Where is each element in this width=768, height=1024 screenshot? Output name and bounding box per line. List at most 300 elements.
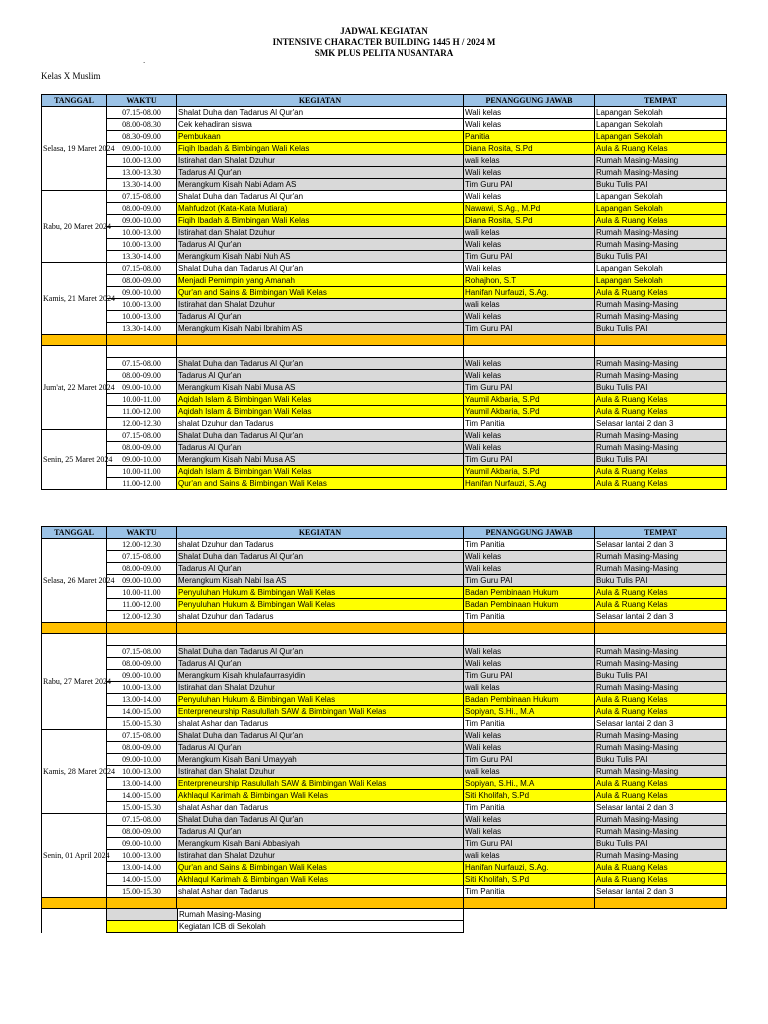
date-cell: Senin, 01 April 2024 <box>42 814 107 898</box>
pic-cell: Wali kelas <box>464 263 595 275</box>
pic-cell: Tim Panitia <box>464 611 595 623</box>
pic-cell: Siti Kholifah, S.Pd <box>464 874 595 886</box>
place-cell: Aula & Ruang Kelas <box>595 790 727 802</box>
place-cell: Aula & Ruang Kelas <box>595 466 727 478</box>
pic-cell: Diana Rosita, S.Pd <box>464 215 595 227</box>
separator-row <box>42 335 727 346</box>
place-cell: Lapangan Sekolah <box>595 275 727 287</box>
pic-cell: Panitia <box>464 131 595 143</box>
table-row <box>42 430 727 442</box>
time-cell: 10.00-13.00 <box>107 311 177 323</box>
time-cell: 11.00-12.00 <box>107 478 177 490</box>
place-cell: Rumah Masing-Masing <box>595 551 727 563</box>
place-cell: Rumah Masing-Masing <box>595 239 727 251</box>
place-cell: Buku Tulis PAI <box>595 575 727 587</box>
activity-cell: Pembukaan <box>177 131 464 143</box>
pic-cell: Nawawi, S.Ag., M.Pd <box>464 203 595 215</box>
table-row <box>42 754 727 766</box>
activity-cell: Penyuluhan Hukum & Bimbingan Wali Kelas <box>177 694 464 706</box>
table-row <box>42 179 727 191</box>
pic-cell: Wali kelas <box>464 730 595 742</box>
time-cell: 15.00-15.30 <box>107 802 177 814</box>
table-row <box>42 790 727 802</box>
separator-cell <box>42 335 107 346</box>
activity-cell: Istirahat dan Shalat Dzuhur <box>177 155 464 167</box>
col-kegiatan-header: KEGIATAN <box>177 527 464 539</box>
time-cell: 14.00-15.00 <box>107 874 177 886</box>
pic-cell: Tim Panitia <box>464 886 595 898</box>
activity-cell: shalat Ashar dan Tadarus <box>177 802 464 814</box>
time-cell: 10.00-13.00 <box>107 850 177 862</box>
pic-cell <box>464 346 595 358</box>
time-cell: 09.00-10.00 <box>107 143 177 155</box>
date-cell: Rabu, 27 Maret 2024 <box>42 634 107 730</box>
activity-cell: shalat Dzuhur dan Tadarus <box>177 418 464 430</box>
place-cell: Aula & Ruang Kelas <box>595 599 727 611</box>
table-row <box>42 287 727 299</box>
place-cell: Buku Tulis PAI <box>595 323 727 335</box>
table-row <box>42 646 727 658</box>
activity-cell: Merangkum Kisah Nabi Adam AS <box>177 179 464 191</box>
place-cell: Rumah Masing-Masing <box>595 742 727 754</box>
pic-cell: wali kelas <box>464 766 595 778</box>
place-cell: Selasar lantai 2 dan 3 <box>595 802 727 814</box>
place-cell: Aula & Ruang Kelas <box>595 778 727 790</box>
col-tanggal-header: TANGGAL <box>42 527 107 539</box>
table-row <box>42 587 727 599</box>
time-cell: 09.00-10.00 <box>107 454 177 466</box>
place-cell: Rumah Masing-Masing <box>595 814 727 826</box>
separator-cell <box>107 335 177 346</box>
time-cell: 13.30-14.00 <box>107 251 177 263</box>
place-cell: Aula & Ruang Kelas <box>595 394 727 406</box>
pic-cell: Wali kelas <box>464 191 595 203</box>
place-cell: Selasar lantai 2 dan 3 <box>595 539 727 551</box>
pic-cell: Wali kelas <box>464 551 595 563</box>
legend-table <box>106 908 464 933</box>
pic-cell: Tim Guru PAI <box>464 754 595 766</box>
header-row <box>42 527 727 539</box>
legend-label: Rumah Masing-Masing <box>178 909 464 921</box>
pic-cell: wali kelas <box>464 155 595 167</box>
table-row <box>42 143 727 155</box>
activity-cell: Istirahat dan Shalat Dzuhur <box>177 227 464 239</box>
table-row <box>42 742 727 754</box>
time-cell: 08.00-09.00 <box>107 275 177 287</box>
school-name: SMK PLUS PELITA NUSANTARA <box>314 48 454 58</box>
activity-cell: Merangkum Kisah khulafaurrasyidin <box>177 670 464 682</box>
place-cell: Buku Tulis PAI <box>595 754 727 766</box>
activity-cell: Shalat Duha dan Tadarus Al Qur'an <box>177 551 464 563</box>
date-cell: Selasa, 19 Maret 2024 <box>42 107 107 191</box>
pic-cell: Yaumil Akbaria, S.Pd <box>464 394 595 406</box>
pic-cell: Badan Pembinaan Hukum <box>464 694 595 706</box>
pic-cell: wali kelas <box>464 227 595 239</box>
separator-cell <box>177 335 464 346</box>
pic-cell: Wali kelas <box>464 167 595 179</box>
activity-cell: Mahfudzot (Kata-Kata Mutiara) <box>177 203 464 215</box>
activity-cell: Shalat Duha dan Tadarus Al Qur'an <box>177 107 464 119</box>
time-cell: 13.30-14.00 <box>107 179 177 191</box>
table-row <box>42 311 727 323</box>
table-row <box>42 454 727 466</box>
activity-cell: Menjadi Pemimpin yang Amanah <box>177 275 464 287</box>
place-cell <box>595 346 727 358</box>
place-cell: Rumah Masing-Masing <box>595 682 727 694</box>
time-cell: 07.15-08.00 <box>107 730 177 742</box>
table-row <box>42 634 727 646</box>
time-cell: 10.00-13.00 <box>107 227 177 239</box>
time-cell: 07.15-08.00 <box>107 107 177 119</box>
activity-cell: Tadarus Al Qur'an <box>177 658 464 670</box>
table-row <box>42 802 727 814</box>
activity-cell: Shalat Duha dan Tadarus Al Qur'an <box>177 646 464 658</box>
date-cell: Kamis, 28 Maret 2024 <box>42 730 107 814</box>
pic-cell: Tim Panitia <box>464 418 595 430</box>
schedule-table-2 <box>41 526 727 909</box>
activity-cell: Fiqih Ibadah & Bimbingan Wali Kelas <box>177 143 464 155</box>
time-cell: 13.00-13.30 <box>107 167 177 179</box>
activity-cell: Istirahat dan Shalat Dzuhur <box>177 850 464 862</box>
pic-cell: Rohajhon, S.T <box>464 275 595 287</box>
place-cell: Rumah Masing-Masing <box>595 155 727 167</box>
activity-cell: Akhlaqul Karimah & Bimbingan Wali Kelas <box>177 874 464 886</box>
place-cell: Selasar lantai 2 dan 3 <box>595 886 727 898</box>
place-cell: Rumah Masing-Masing <box>595 430 727 442</box>
activity-cell: Tadarus Al Qur'an <box>177 742 464 754</box>
table-row <box>42 239 727 251</box>
activity-cell: Merangkum Kisah Nabi Musa AS <box>177 454 464 466</box>
time-cell: 10.00-13.00 <box>107 299 177 311</box>
time-cell: 10.00-11.00 <box>107 394 177 406</box>
legend-border <box>41 897 42 933</box>
time-cell: 14.00-15.00 <box>107 790 177 802</box>
time-cell: 10.00-11.00 <box>107 466 177 478</box>
time-cell: 13.00-14.00 <box>107 694 177 706</box>
activity-cell: shalat Dzuhur dan Tadarus <box>177 539 464 551</box>
activity-cell: Cek kehadiran siswa <box>177 119 464 131</box>
activity-cell: Enterpreneurship Rasulullah SAW & Bimbingan Wali Kelas <box>177 778 464 790</box>
place-cell: Lapangan Sekolah <box>595 119 727 131</box>
table-row <box>42 682 727 694</box>
table-row <box>42 862 727 874</box>
pic-cell: Hanifan Nurfauzi, S.Ag. <box>464 287 595 299</box>
pic-cell: Wali kelas <box>464 311 595 323</box>
activity-cell: Merangkum Kisah Nabi Nuh AS <box>177 251 464 263</box>
time-cell: 08.00-09.00 <box>107 203 177 215</box>
activity-cell: Akhlaqul Karimah & Bimbingan Wali Kelas <box>177 790 464 802</box>
time-cell: 15.00-15.30 <box>107 886 177 898</box>
pic-cell: Wali kelas <box>464 119 595 131</box>
pic-cell: Tim Guru PAI <box>464 323 595 335</box>
table-row <box>42 358 727 370</box>
activity-cell: Tadarus Al Qur'an <box>177 239 464 251</box>
pic-cell: Wali kelas <box>464 107 595 119</box>
place-cell: Rumah Masing-Masing <box>595 370 727 382</box>
date-cell: Kamis, 21 Maret 2024 <box>42 263 107 335</box>
time-cell <box>107 634 177 646</box>
col-tanggal-header: TANGGAL <box>42 95 107 107</box>
col-waktu-header: WAKTU <box>107 95 177 107</box>
time-cell: 12.00-12.30 <box>107 418 177 430</box>
time-cell: 09.00-10.00 <box>107 754 177 766</box>
activity-cell: shalat Ashar dan Tadarus <box>177 718 464 730</box>
col-waktu-header: WAKTU <box>107 527 177 539</box>
pic-cell: Tim Guru PAI <box>464 575 595 587</box>
header-row <box>42 95 727 107</box>
place-cell: Rumah Masing-Masing <box>595 766 727 778</box>
place-cell: Lapangan Sekolah <box>595 263 727 275</box>
table-row <box>42 886 727 898</box>
schedule-table-1 <box>41 94 727 490</box>
activity-cell: Penyuluhan Hukum & Bimbingan Wali Kelas <box>177 587 464 599</box>
activity-cell: Merangkum Kisah Nabi Ibrahim AS <box>177 323 464 335</box>
pic-cell: Tim Guru PAI <box>464 454 595 466</box>
table-row <box>42 394 727 406</box>
col-kegiatan-header: KEGIATAN <box>177 95 464 107</box>
activity-cell: Aqidah Islam & Bimbingan Wali Kelas <box>177 394 464 406</box>
table-row <box>42 107 727 119</box>
table-row <box>42 838 727 850</box>
pic-cell: Wali kelas <box>464 742 595 754</box>
table-row <box>42 826 727 838</box>
table-row <box>42 370 727 382</box>
legend-label: Kegiatan ICB di Sekolah <box>178 921 464 933</box>
pic-cell: Tim Panitia <box>464 539 595 551</box>
separator-cell <box>595 335 727 346</box>
activity-cell: Shalat Duha dan Tadarus Al Qur'an <box>177 358 464 370</box>
table-row <box>42 814 727 826</box>
place-cell: Rumah Masing-Masing <box>595 850 727 862</box>
activity-cell: Qur'an and Sains & Bimbingan Wali Kelas <box>177 862 464 874</box>
table-row <box>42 658 727 670</box>
place-cell: Rumah Masing-Masing <box>595 358 727 370</box>
time-cell: 09.00-10.00 <box>107 215 177 227</box>
pic-cell <box>464 634 595 646</box>
table-row <box>42 215 727 227</box>
time-cell: 08.00-09.00 <box>107 742 177 754</box>
time-cell: 10.00-13.00 <box>107 766 177 778</box>
stray-mark: . <box>143 56 146 65</box>
table-row <box>42 203 727 215</box>
place-cell: Rumah Masing-Masing <box>595 646 727 658</box>
time-cell: 07.15-08.00 <box>107 430 177 442</box>
time-cell: 14.00-15.00 <box>107 706 177 718</box>
activity-cell: Merangkum Kisah Bani Umayyah <box>177 754 464 766</box>
date-cell: Senin, 25 Maret 2024 <box>42 430 107 490</box>
place-cell: Buku Tulis PAI <box>595 251 727 263</box>
table-row <box>42 263 727 275</box>
pic-cell: Wali kelas <box>464 814 595 826</box>
place-cell: Selasar lantai 2 dan 3 <box>595 418 727 430</box>
separator-row <box>42 898 727 909</box>
activity-cell: Qur'an and Sains & Bimbingan Wali Kelas <box>177 478 464 490</box>
date-cell: Rabu, 20 Maret 2024 <box>42 191 107 263</box>
pic-cell: Tim Panitia <box>464 802 595 814</box>
separator-cell <box>464 335 595 346</box>
time-cell: 09.00-10.00 <box>107 382 177 394</box>
date-cell: Selasa, 26 Maret 2024 <box>42 539 107 623</box>
table-row <box>42 346 727 358</box>
table-row <box>42 706 727 718</box>
activity-cell: Tadarus Al Qur'an <box>177 167 464 179</box>
separator-cell <box>107 623 177 634</box>
activity-cell: Fiqih Ibadah & Bimbingan Wali Kelas <box>177 215 464 227</box>
place-cell: Lapangan Sekolah <box>595 203 727 215</box>
time-cell: 13.00-14.00 <box>107 778 177 790</box>
col-penanggung-jawab-header: PENANGGUNG JAWAB <box>464 527 595 539</box>
table-row <box>42 575 727 587</box>
activity-cell: Aqidah Islam & Bimbingan Wali Kelas <box>177 406 464 418</box>
date-cell: Jum'at, 22 Maret 2024 <box>42 346 107 430</box>
pic-cell: Sopiyan, S.Hi., M.A <box>464 706 595 718</box>
separator-cell <box>177 898 464 909</box>
table-row <box>42 227 727 239</box>
table-row <box>42 850 727 862</box>
place-cell: Aula & Ruang Kelas <box>595 143 727 155</box>
place-cell: Aula & Ruang Kelas <box>595 478 727 490</box>
activity-cell: Shalat Duha dan Tadarus Al Qur'an <box>177 814 464 826</box>
time-cell: 10.00-13.00 <box>107 239 177 251</box>
pic-cell: Tim Guru PAI <box>464 670 595 682</box>
place-cell: Buku Tulis PAI <box>595 838 727 850</box>
table-row <box>42 478 727 490</box>
table-row <box>42 131 727 143</box>
activity-cell: Tadarus Al Qur'an <box>177 442 464 454</box>
separator-cell <box>464 623 595 634</box>
table-row <box>42 670 727 682</box>
pic-cell: Yaumil Akbaria, S.Pd <box>464 406 595 418</box>
place-cell: Lapangan Sekolah <box>595 191 727 203</box>
table-row <box>42 275 727 287</box>
table-row <box>42 563 727 575</box>
activity-cell: Merangkum Kisah Nabi Isa AS <box>177 575 464 587</box>
pic-cell: Wali kelas <box>464 826 595 838</box>
pic-cell: Badan Pembinaan Hukum <box>464 599 595 611</box>
activity-cell: Istirahat dan Shalat Dzuhur <box>177 766 464 778</box>
table-row <box>42 874 727 886</box>
time-cell: 10.00-11.00 <box>107 587 177 599</box>
activity-cell: Shalat Duha dan Tadarus Al Qur'an <box>177 263 464 275</box>
table-row <box>42 718 727 730</box>
activity-cell: Aqidah Islam & Bimbingan Wali Kelas <box>177 466 464 478</box>
time-cell: 08.00-08.30 <box>107 119 177 131</box>
activity-cell: Istirahat dan Shalat Dzuhur <box>177 682 464 694</box>
place-cell: Rumah Masing-Masing <box>595 730 727 742</box>
table-row <box>42 466 727 478</box>
activity-cell <box>177 634 464 646</box>
activity-cell: Merangkum Kisah Nabi Musa AS <box>177 382 464 394</box>
time-cell: 10.00-13.00 <box>107 155 177 167</box>
col-penanggung-jawab-header: PENANGGUNG JAWAB <box>464 95 595 107</box>
activity-cell: Penyuluhan Hukum & Bimbingan Wali Kelas <box>177 599 464 611</box>
separator-cell <box>595 898 727 909</box>
table-row <box>42 694 727 706</box>
time-cell: 12.00-12.30 <box>107 611 177 623</box>
place-cell: Aula & Ruang Kelas <box>595 215 727 227</box>
legend-swatch-gray <box>107 909 178 921</box>
activity-cell: shalat Ashar dan Tadarus <box>177 886 464 898</box>
pic-cell: Tim Panitia <box>464 718 595 730</box>
table-row <box>42 382 727 394</box>
separator-cell <box>42 898 107 909</box>
time-cell: 08.30-09.00 <box>107 131 177 143</box>
place-cell: Rumah Masing-Masing <box>595 658 727 670</box>
place-cell: Buku Tulis PAI <box>595 454 727 466</box>
separator-cell <box>177 623 464 634</box>
table-row <box>42 406 727 418</box>
place-cell: Aula & Ruang Kelas <box>595 706 727 718</box>
place-cell: Buku Tulis PAI <box>595 382 727 394</box>
place-cell <box>595 634 727 646</box>
time-cell: 08.00-09.00 <box>107 658 177 670</box>
time-cell: 07.15-08.00 <box>107 263 177 275</box>
separator-row <box>42 623 727 634</box>
table-row <box>42 418 727 430</box>
separator-cell <box>42 623 107 634</box>
time-cell: 08.00-09.00 <box>107 563 177 575</box>
time-cell: 07.15-08.00 <box>107 191 177 203</box>
time-cell: 09.00-10.00 <box>107 838 177 850</box>
time-cell: 08.00-09.00 <box>107 442 177 454</box>
place-cell: Rumah Masing-Masing <box>595 442 727 454</box>
legend-swatch-yellow <box>107 921 178 933</box>
place-cell: Rumah Masing-Masing <box>595 563 727 575</box>
col-tempat-header: TEMPAT <box>595 95 727 107</box>
table-row <box>42 611 727 623</box>
place-cell: Rumah Masing-Masing <box>595 167 727 179</box>
table-row <box>42 766 727 778</box>
activity-cell <box>177 346 464 358</box>
time-cell: 13.30-14.00 <box>107 323 177 335</box>
table-row <box>42 191 727 203</box>
pic-cell: Wali kelas <box>464 239 595 251</box>
table-row <box>42 119 727 131</box>
time-cell: 07.15-08.00 <box>107 646 177 658</box>
separator-cell <box>595 623 727 634</box>
time-cell: 07.15-08.00 <box>107 551 177 563</box>
place-cell: Buku Tulis PAI <box>595 670 727 682</box>
activity-cell: Merangkum Kisah Bani Abbasiyah <box>177 838 464 850</box>
class-label: Kelas X Muslim <box>41 71 101 81</box>
table-row <box>42 167 727 179</box>
place-cell: Aula & Ruang Kelas <box>595 874 727 886</box>
activity-cell: Tadarus Al Qur'an <box>177 563 464 575</box>
table-row <box>42 730 727 742</box>
col-tempat-header: TEMPAT <box>595 527 727 539</box>
pic-cell: Wali kelas <box>464 358 595 370</box>
pic-cell: wali kelas <box>464 299 595 311</box>
pic-cell: Sopiyan, S.Hi., M.A <box>464 778 595 790</box>
table-row <box>42 323 727 335</box>
table-row <box>42 442 727 454</box>
place-cell: Selasar lantai 2 dan 3 <box>595 611 727 623</box>
pic-cell: Diana Rosita, S.Pd <box>464 143 595 155</box>
activity-cell: shalat Dzuhur dan Tadarus <box>177 611 464 623</box>
table-row <box>42 251 727 263</box>
pic-cell: Wali kelas <box>464 442 595 454</box>
place-cell: Rumah Masing-Masing <box>595 311 727 323</box>
pic-cell: Siti Kholifah, S.Pd <box>464 790 595 802</box>
table-row <box>42 299 727 311</box>
separator-cell <box>107 898 177 909</box>
place-cell: Aula & Ruang Kelas <box>595 287 727 299</box>
activity-cell: Shalat Duha dan Tadarus Al Qur'an <box>177 430 464 442</box>
place-cell: Aula & Ruang Kelas <box>595 694 727 706</box>
pic-cell: Wali kelas <box>464 370 595 382</box>
table-row <box>42 539 727 551</box>
activity-cell: Tadarus Al Qur'an <box>177 370 464 382</box>
